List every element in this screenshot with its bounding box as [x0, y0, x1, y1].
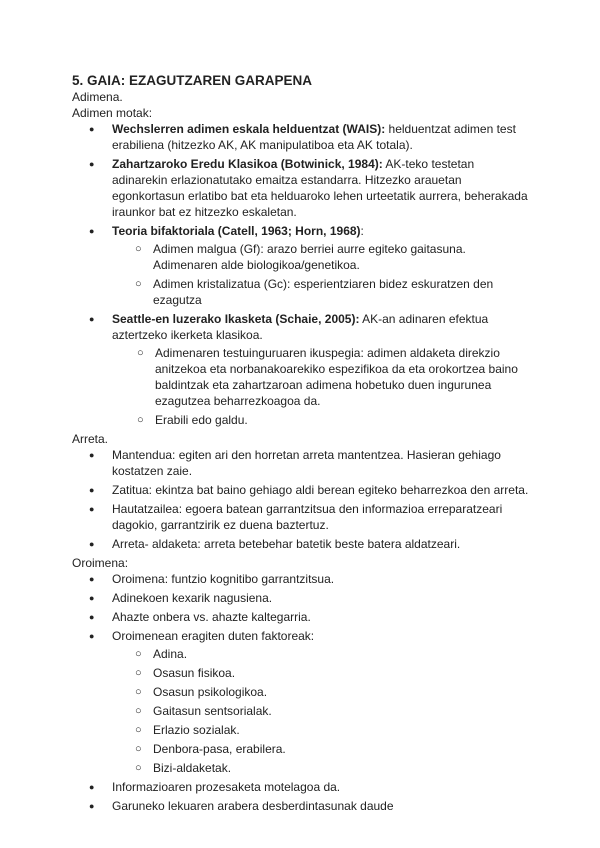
list-item: ● Zatitua: ekintza bat baino gehiago aldi berean egiteko beharrezkoa den arreta. — [72, 482, 532, 498]
section-heading-oroimena: Oroimena: — [72, 556, 129, 570]
item-text: : — [360, 224, 364, 238]
item-text: helduentzat adimen test erabiliena (hitzezko AK, AK manipulatiboa eta AK totala). — [112, 122, 516, 152]
item-text: AK-an adinaren efektua aztertzeko ikerketa klasikoa. — [112, 312, 489, 342]
page-title: 5. GAIA: EZAGUTZAREN GARAPENA — [72, 73, 313, 88]
adimen-motak-list — [72, 121, 532, 428]
item-bold-label: Zahartzaroko Eredu Klasikoa (Botwinick, 1984): — [112, 157, 383, 171]
list-item — [72, 223, 532, 308]
section-heading-arreta: Arreta. — [72, 432, 109, 446]
sublist-item: ○ Adina. — [135, 646, 532, 662]
list-item: ● Adinekoen kexarik nagusiena. — [72, 590, 532, 606]
list-item — [72, 628, 532, 776]
item-text: Oroimenean eragiten duten faktoreak: — [112, 629, 315, 643]
item-bold-label: Teoria bifaktoriala (Catell, 1963; Horn, 1968) — [112, 224, 361, 238]
document-page — [72, 72, 532, 817]
sublist-item: ○ Adimen malgua (Gf): arazo berriei aurre egiteko gaitasuna. Adimenaren alde biologikoa/genetikoa. — [135, 241, 532, 273]
item-text: AK-teko testetan adinarekin erlazionatutako emaitza estandarra. Hitzezko arauetan egonkortasun erlatibo bat eta helduaroko lehen urteetatik aurrera, beherakada iraunkor bat ez hitzezko eskaletan. — [112, 157, 528, 219]
sublist-item: ○ Erlazio sozialak. — [135, 722, 532, 738]
subheading-adimen-motak: Adimen motak: — [72, 106, 153, 120]
sublist-item: ○ Osasun fisikoa. — [135, 665, 532, 681]
sublist — [135, 241, 532, 308]
sublist-item: ○ Erabili edo galdu. — [137, 412, 532, 428]
item-bold-label: Wechslerren adimen eskala helduentzat (WAIS): — [112, 122, 386, 136]
list-item: ● Garuneko lekuaren arabera desberdintasunak daude — [72, 798, 532, 814]
sublist-item: ○ Gaitasun sentsorialak. — [135, 703, 532, 719]
list-item: ● Arreta- aldaketa: arreta betebehar batetik beste batera aldatzeari. — [72, 536, 532, 552]
list-item: ● Ahazte onbera vs. ahazte kaltegarria. — [72, 609, 532, 625]
arreta-list — [72, 447, 532, 552]
list-item: ● Mantendua: egiten ari den horretan arreta mantentzea. Hasieran gehiago kostatzen zaie. — [72, 447, 532, 479]
sublist-item: ○ Bizi-aldaketak. — [135, 760, 532, 776]
list-item — [72, 121, 532, 153]
sublist-item: ○ Adimen kristalizatua (Gc): esperientziaren bidez eskuratzen den ezagutza — [135, 276, 532, 308]
sublist-item: ○ Adimenaren testuinguruaren ikuspegia: adimen aldaketa direkzio anitzekoa eta norbanakoarekiko espezifikoa da eta orokortzea baino baldintzak eta zahartzaroan adimena hobetuko duen ingurunea ezagutzea beharrezkoagoa da. — [137, 345, 532, 409]
sublist — [137, 345, 532, 428]
list-item — [72, 311, 532, 428]
sublist-item: ○ Denbora-pasa, erabilera. — [135, 741, 532, 757]
list-item: ● Informazioaren prozesaketa motelagoa da. — [72, 779, 532, 795]
section-heading-adimena: Adimena. — [72, 90, 123, 104]
factors-sublist — [135, 646, 532, 776]
list-item: ● Hautatzailea: egoera batean garrantzitsua den informazioa erreparatzeari dagokio, garrantzirik ez duena baztertuz. — [72, 501, 532, 533]
sublist-item: ○ Osasun psikologikoa. — [135, 684, 532, 700]
item-bold-label: Seattle-en luzerako Ikasketa (Schaie, 2005): — [112, 312, 360, 326]
list-item — [72, 156, 532, 220]
list-item: ● Oroimena: funtzio kognitibo garrantzitsua. — [72, 571, 532, 587]
oroimena-list — [72, 571, 532, 814]
